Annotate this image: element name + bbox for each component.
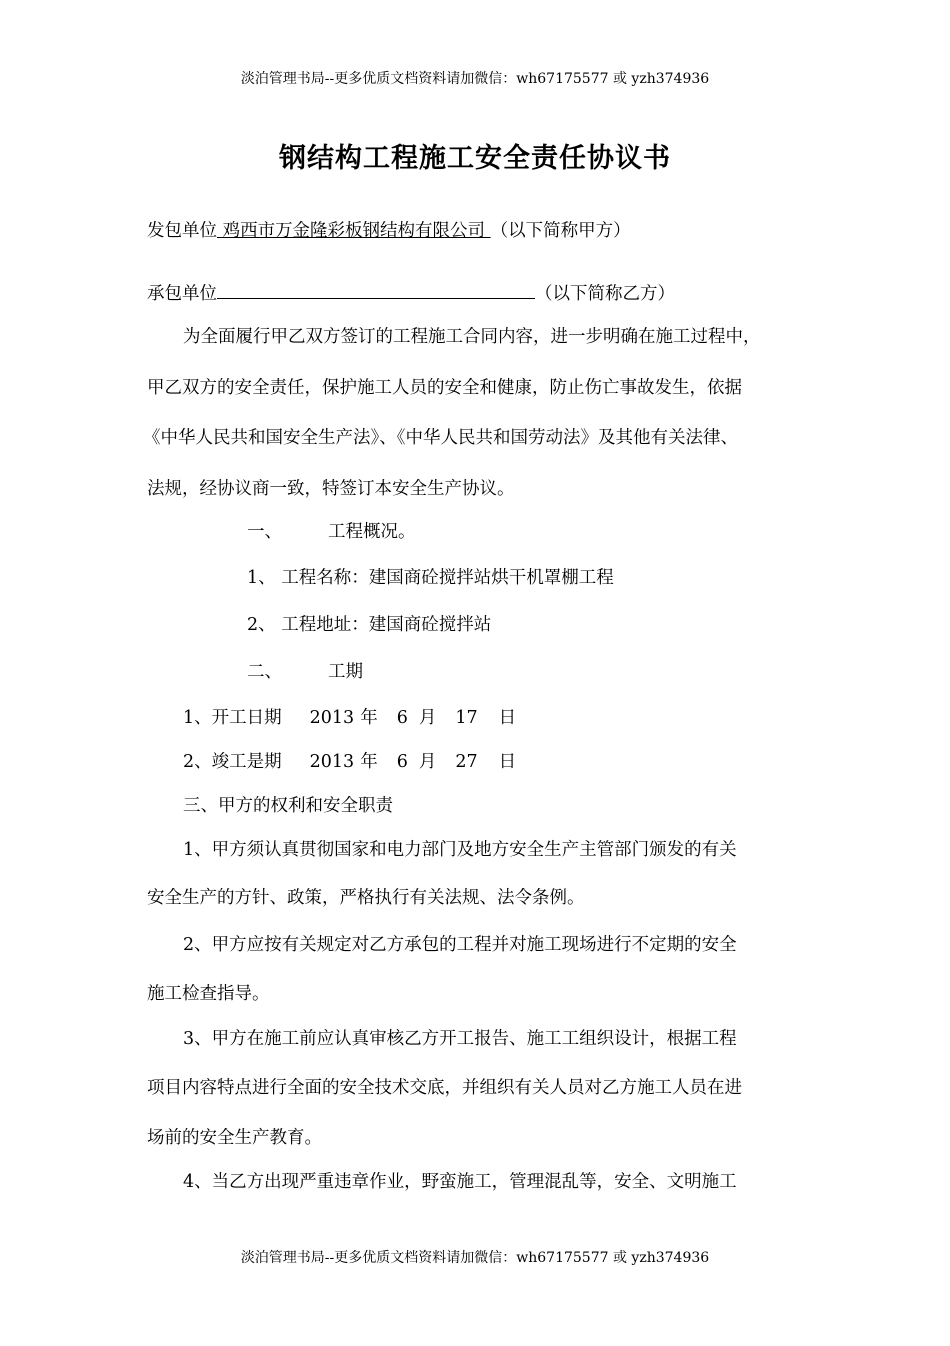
section3-line-4: 施工检查指导。 [147,984,270,1004]
section1-title: 工程概况。 [328,522,416,542]
section3-line-3: 2、甲方应按有关规定对乙方承包的工程并对施工现场进行不定期的安全 [183,935,737,955]
end-year-unit: 年 [360,752,378,772]
start-year-unit: 年 [360,708,378,728]
section2-title: 工期 [328,662,363,682]
section1-number: 一、 [247,522,282,542]
party-b-line [147,280,675,305]
section1-item-2: 2、 工程地址：建国商砼搅拌站 [247,615,492,635]
end-month: 6 [396,752,408,772]
party-b-suffix: （以下简称乙方） [535,284,675,304]
section3-heading: 三、甲方的权利和安全职责 [183,796,393,816]
section3-line-6: 项目内容特点进行全面的安全技术交底，并组织有关人员对乙方施工人员在进 [147,1078,742,1098]
end-date-line [183,748,516,773]
party-a-label: 发包单位 [147,221,217,241]
start-day-unit: 日 [498,708,517,728]
section1-heading [247,518,416,543]
section3-line-7: 场前的安全生产教育。 [147,1128,322,1148]
party-a-line [147,217,631,242]
intro-line-2: 甲乙双方的安全责任，保护施工人员的安全和健康，防止伤亡事故发生，依据 [147,378,742,398]
document-title: 钢结构工程施工安全责任协议书 [279,143,671,174]
start-year: 2013 [309,708,355,728]
intro-line-3: 《中华人民共和国安全生产法》、《中华人民共和国劳动法》及其他有关法律、 [143,428,738,448]
start-month-unit: 月 [418,708,437,728]
section1-item-1: 1、 工程名称：建国商砼搅拌站烘干机罩棚工程 [247,568,614,588]
start-date-label: 1、开工日期 [183,708,282,728]
end-month-unit: 月 [418,752,437,772]
end-year: 2013 [309,752,355,772]
party-a-name: 鸡西市万金隆彩板钢结构有限公司 [217,221,491,241]
footer-note: 淡泊管理书局--更多优质文档资料请加微信：wh67175577 或 yzh374936 [240,1250,710,1266]
section2-number: 二、 [247,662,282,682]
party-b-blank [217,280,535,299]
end-date-label: 2、竣工是期 [183,752,282,772]
party-b-label: 承包单位 [147,284,217,304]
intro-line-1: 为全面履行甲乙双方签订的工程施工合同内容，进一步明确在施工过程中， [183,327,761,347]
section3-line-8: 4、当乙方出现严重违章作业，野蛮施工，管理混乱等，安全、文明施工 [183,1172,737,1192]
section2-heading [247,658,363,683]
section3-line-1: 1、甲方须认真贯彻国家和电力部门及地方安全生产主管部门颁发的有关 [183,840,737,860]
start-date-line [183,704,516,729]
end-day-unit: 日 [498,752,517,772]
section3-line-5: 3、甲方在施工前应认真审核乙方开工报告、施工工组织设计，根据工程 [183,1029,737,1049]
section3-line-2: 安全生产的方针、政策，严格执行有关法规、法令条例。 [147,888,585,908]
intro-line-4: 法规，经协议商一致，特签订本安全生产协议。 [147,479,515,499]
end-day: 27 [455,752,478,772]
start-day: 17 [455,708,478,728]
party-a-suffix: （以下简称甲方） [490,221,631,241]
start-month: 6 [396,708,408,728]
header-note: 淡泊管理书局--更多优质文档资料请加微信：wh67175577 或 yzh374936 [240,71,710,87]
